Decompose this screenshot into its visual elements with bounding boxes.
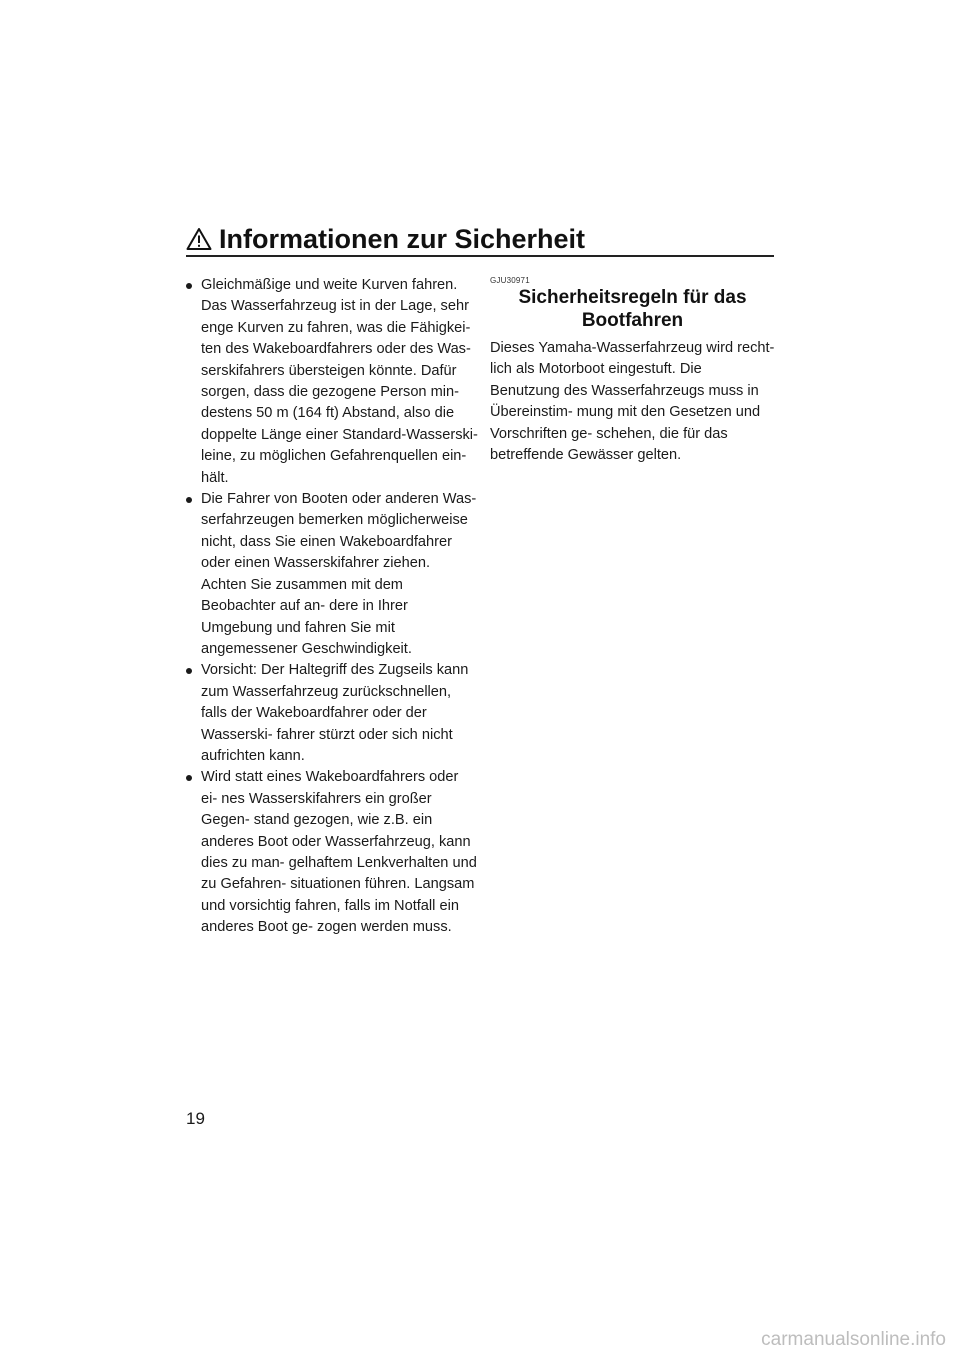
section-body: Dieses Yamaha-Wasserfahrzeug wird recht- lich als Motorboot eingestuft. Die Benutzung des Wasserfahrzeugs muss in Übereinstim- mung mit den Gesetzen und Vorschriften ge- schehen, die für das betreffende Gewässer gelten. (490, 340, 775, 464)
section-heading-line2: Bootfahren (581, 310, 684, 331)
section-code: GJU30971 (490, 276, 530, 285)
header-rule (186, 255, 774, 257)
bullet-text: Die Fahrer von Booten oder anderen Was- serfahrzeugen bemerken möglicherweise nicht, dass Sie einen Wakeboardfahrer oder einen Wasserskifahrer ziehen. Achten Sie zusammen mit dem Beobachter auf an- dere in Ihrer Umgebung und fahren Sie mit angemessener Geschwindigkeit. (201, 491, 477, 657)
list-item (186, 489, 478, 660)
bullet-dot-icon (186, 497, 192, 503)
watermark: carmanualsonline.info (761, 1329, 946, 1350)
list-item (186, 660, 478, 767)
right-column (490, 276, 775, 466)
list-item (186, 275, 478, 489)
bullet-dot-icon (186, 283, 192, 289)
page-title: Informationen zur Sicherheit (219, 224, 586, 254)
bullet-text: Wird statt eines Wakeboardfahrers oder ei- nes Wasserskifahrers ein großer Gegen- stand gezogen, wie z.B. ein anderes Boot oder Wasserfahrzeug, kann dies zu man- gelhaftem Lenkverhalten und zu Gefahren- situationen führen. Langsam und vorsichtig fahren, falls im Notfall ein anderes Boot ge- zogen werden muss. (201, 769, 477, 936)
bullet-dot-icon (186, 775, 192, 781)
bullet-list (186, 275, 478, 939)
page-number: 19 (186, 1109, 205, 1128)
left-column (186, 275, 478, 939)
page-header (186, 222, 774, 256)
bullet-text: Gleichmäßige und weite Kurven fahren. Das Wasserfahrzeug ist in der Lage, sehr enge Kurven zu fahren, was die Fähigkei- ten des Wakeboardfahrers oder des Was- serskifahrers übersteigen könnte. Dafür sorgen, dass die gezogene Person min- destens 50 m (164 ft) Abstand, also die doppelte Länge einer Standard-Wasserski- leine, zu möglichen Gefahrenquellen ein- hält. (201, 277, 478, 486)
list-item (186, 767, 478, 938)
warning-triangle-icon (186, 227, 212, 251)
bullet-dot-icon (186, 668, 192, 674)
bullet-text: Vorsicht: Der Haltegriff des Zugseils kann zum Wasserfahrzeug zurückschnellen, falls der Wakeboardfahrer oder der Wasserski- fahrer stürzt oder sich nicht aufrichten kann. (201, 662, 469, 764)
section-heading (490, 286, 775, 332)
section-heading-line1: Sicherheitsregeln für das (518, 287, 747, 308)
